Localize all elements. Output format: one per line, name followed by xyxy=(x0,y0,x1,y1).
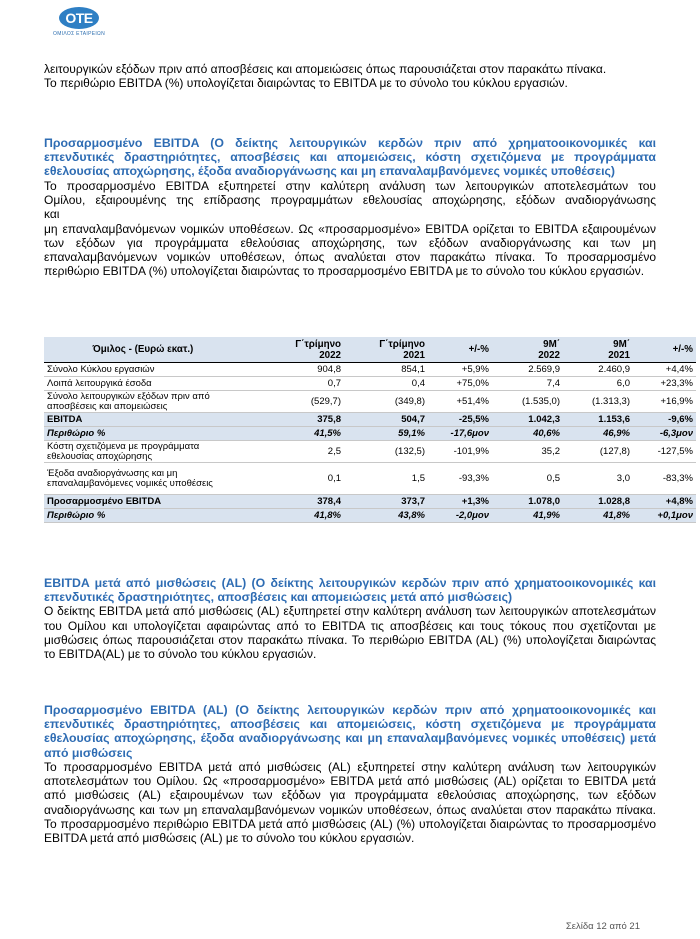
table-cell: 1.078,0 xyxy=(492,495,563,509)
paragraph-line: Ομίλου, εξαιρουμένης της επίδρασης προγραμμάτων εθελουσίας αποχώρησης, εξόδων αναδιοργάνωσης xyxy=(44,192,656,207)
table-cell: 6,0 xyxy=(563,377,633,391)
row-label: Σύνολο λειτουργικών εξόδων πριν από αποσβέσεις και απομειώσεις xyxy=(44,391,242,413)
logo-mark: ΟΤΕ xyxy=(59,7,99,29)
table-cell: -83,3% xyxy=(633,463,696,495)
table-cell: +5,9% xyxy=(428,363,492,377)
table-cell: 41,8% xyxy=(242,509,344,523)
table-row-ebitda xyxy=(44,413,696,427)
table-cell: 854,1 xyxy=(344,363,428,377)
row-label: Προσαρμοσμένο EBITDA xyxy=(44,495,242,509)
ebitda-table-wrap xyxy=(44,337,693,523)
row-label: EBITDA xyxy=(44,413,242,427)
table-cell: (1.313,3) xyxy=(563,391,633,413)
table-cell: 375,8 xyxy=(242,413,344,427)
table-cell: 0,1 xyxy=(242,463,344,495)
table-cell: 3,0 xyxy=(563,463,633,495)
table-cell: -9,6% xyxy=(633,413,696,427)
table-cell: 1.028,8 xyxy=(563,495,633,509)
table-row xyxy=(44,363,696,377)
table-cell: 7,4 xyxy=(492,377,563,391)
row-label: Λοιπά λειτουργικά έσοδα xyxy=(44,377,242,391)
table-row xyxy=(44,391,696,413)
table-cell: 904,8 xyxy=(242,363,344,377)
table-row-margin xyxy=(44,427,696,441)
paragraph: μη επαναλαμβανόμενων νομικών υποθέσεων. Ως «προσαρμοσμένο» EBITDA ορίζεται το EBITDA εξαιρουμένων των εξόδων για προγράμματα εθελούσιας αποχώρησης, των εξόδων αναδιοργάνωσης και των μη επαναλαμβανόμενων νομικών υποθέσεων, όπως αναλύεται στον παρακάτω πίνακα. Το προσαρμοσμένο περιθώριο EBITDA (%) υπολογίζεται διαιρώντας το προσαρμοσμένο EBITDA με το σύνολο του κύκλου εργασιών. xyxy=(44,221,656,279)
table-cell: (529,7) xyxy=(242,391,344,413)
column-header: 9M΄ 2022 xyxy=(492,337,563,363)
table-cell: 1,5 xyxy=(344,463,428,495)
table-cell: +4,4% xyxy=(633,363,696,377)
table-cell: -2,0μον xyxy=(428,509,492,523)
table-cell: 43,8% xyxy=(344,509,428,523)
column-header: Γ΄τρίμηνο 2021 xyxy=(344,337,428,363)
section-heading: Προσαρμοσμένο EBITDA (Ο δείκτης λειτουργικών κερδών πριν από χρηματοοικονομικές και επενδυτικές δραστηριότητες, αποσβέσεις και απομειώσεις, κόστη σχετιζόμενα με προγράμματα εθελουσίας αποχώρησης, έξοδα αναδιοργάνωσης και μη επαναλαμβανόμενες νομικές υποθέσεις) xyxy=(44,136,656,179)
intro-line-2: Το περιθώριο EBITDA (%) υπολογίζεται διαιρώντας το EBITDA με το σύνολο του κύκλου εργασιών. xyxy=(44,76,568,91)
table-row-adjusted-ebitda xyxy=(44,495,696,509)
table-row-adjusted-margin xyxy=(44,509,696,523)
intro-line-1: λειτουργικών εξόδων πριν από αποσβέσεις και απομειώσεις όπως παρουσιάζεται στον παρακάτω πίνακα. xyxy=(44,62,607,76)
table-row xyxy=(44,463,696,495)
ebitda-table xyxy=(44,337,696,523)
table-cell: 35,2 xyxy=(492,441,563,463)
table-cell: +4,8% xyxy=(633,495,696,509)
row-label: Σύνολο Κύκλου εργασιών xyxy=(44,363,242,377)
column-header: +/-% xyxy=(428,337,492,363)
table-cell: +1,3% xyxy=(428,495,492,509)
table-cell: -6,3μον xyxy=(633,427,696,441)
paragraph-line: Το προσαρμοσμένο EBITDA εξυπηρετεί στην καλύτερη ανάλυση των λειτουργικών αποτελεσμάτων του xyxy=(44,178,656,193)
table-cell: +23,3% xyxy=(633,377,696,391)
column-header: Όμιλος - (Ευρώ εκατ.) xyxy=(44,337,242,363)
column-header: 9M΄ 2021 xyxy=(563,337,633,363)
table-cell: 41,8% xyxy=(563,509,633,523)
table-cell: 41,5% xyxy=(242,427,344,441)
paragraph-line: και xyxy=(44,207,60,222)
table-cell: 1.042,3 xyxy=(492,413,563,427)
table-cell: 378,4 xyxy=(242,495,344,509)
row-label: Κόστη σχετιζόμενα με προγράμματα εθελουσίας αποχώρησης xyxy=(44,441,242,463)
table-cell: 373,7 xyxy=(344,495,428,509)
section-adjusted-ebitda xyxy=(44,136,656,279)
table-cell: 2.460,9 xyxy=(563,363,633,377)
ote-logo xyxy=(47,7,111,37)
table-cell: 0,4 xyxy=(344,377,428,391)
table-cell: (132,5) xyxy=(344,441,428,463)
column-header: Γ΄τρίμηνο 2022 xyxy=(242,337,344,363)
logo-subtext: ΟΜΙΛΟΣ ΕΤΑΙΡΕΙΩΝ xyxy=(53,31,105,37)
table-cell: 1.153,6 xyxy=(563,413,633,427)
section-adjusted-ebitda-al xyxy=(44,703,656,846)
table-cell: (127,8) xyxy=(563,441,633,463)
table-cell: 2.569,9 xyxy=(492,363,563,377)
table-cell: 46,9% xyxy=(563,427,633,441)
row-label: Περιθώριο % xyxy=(44,509,242,523)
table-cell: +51,4% xyxy=(428,391,492,413)
column-header: +/-% xyxy=(633,337,696,363)
section-heading: EBITDA μετά από μισθώσεις (AL) (Ο δείκτης λειτουργικών κερδών πριν από χρηματοοικονομικές και επενδυτικές δραστηριότητες, αποσβέσεις και απομειώσεις μετά από μισθώσεις) xyxy=(44,576,656,605)
table-cell: -127,5% xyxy=(633,441,696,463)
table-cell: -101,9% xyxy=(428,441,492,463)
table-cell: 59,1% xyxy=(344,427,428,441)
table-row xyxy=(44,441,696,463)
row-label: Περιθώριο % xyxy=(44,427,242,441)
table-cell: 41,9% xyxy=(492,509,563,523)
table-cell: 0,7 xyxy=(242,377,344,391)
section-heading: Προσαρμοσμένο EBITDA (AL) (Ο δείκτης λειτουργικών κερδών πριν από χρηματοοικονομικές και επενδυτικές δραστηριότητες, αποσβέσεις και απομειώσεις, κόστη σχετιζόμενα με προγράμματα εθελουσίας αποχώρησης, έξοδα αναδιοργάνωσης και μη επαναλαμβανόμενες νομικές υποθέσεις) μετά από μισθώσεις xyxy=(44,703,656,760)
table-cell: -17,6μον xyxy=(428,427,492,441)
table-cell: (349,8) xyxy=(344,391,428,413)
table-cell: 0,5 xyxy=(492,463,563,495)
row-label: Έξοδα αναδιοργάνωσης και μη επαναλαμβανόμενες νομικές υποθέσεις xyxy=(44,463,242,495)
page-number: Σελίδα 12 από 21 xyxy=(565,921,640,932)
table-cell: (1.535,0) xyxy=(492,391,563,413)
table-cell: -25,5% xyxy=(428,413,492,427)
table-cell: -93,3% xyxy=(428,463,492,495)
table-cell: +16,9% xyxy=(633,391,696,413)
table-cell: 2,5 xyxy=(242,441,344,463)
table-cell: +0,1μον xyxy=(633,509,696,523)
table-cell: 504,7 xyxy=(344,413,428,427)
table-header-row xyxy=(44,337,696,363)
table-cell: +75,0% xyxy=(428,377,492,391)
paragraph: Το προσαρμοσμένο EBITDA μετά από μισθώσεις (AL) εξυπηρετεί στην καλύτερη ανάλυση των λειτουργικών αποτελεσμάτων του Ομίλου. Ως «προσαρμοσμένο» EBITDA μετά από μισθώσεις (AL) ορίζεται το EBITDA μετά από μισθώσεις (AL) εξαιρουμένων των εξόδων για προγράμματα εθελούσιας αποχώρησης, των εξόδων αναδιοργάνωσης και των μη επαναλαμβανόμενων νομικών υποθέσεων, όπως αναλύεται στον παρακάτω πίνακα. Το προσαρμοσμένο περιθώριο EBITDA μετά από μισθώσεις (AL) (%) υπολογίζεται διαιρώντας το προσαρμοσμένο EBITDA μετά από μισθώσεις (AL) με το σύνολο του κύκλου εργασιών. xyxy=(44,759,656,846)
table-cell: 40,6% xyxy=(492,427,563,441)
paragraph: Ο δείκτης EBITDA μετά από μισθώσεις (AL) εξυπηρετεί στην καλύτερη ανάλυση των λειτουργικών αποτελεσμάτων του Ομίλου και υπολογίζεται αφαιρώντας από το EBITDA τις αποσβέσεις και τους τόκους που σχετίζονται με μισθώσεις όπως παρουσιάζεται στον παρακάτω πίνακα. Το περιθώριο EBITDA (AL) (%) υπολογίζεται διαιρώντας το EBITDA(AL) με το σύνολο του κύκλου εργασιών. xyxy=(44,604,656,662)
section-ebitda-al xyxy=(44,576,656,662)
table-row xyxy=(44,377,696,391)
intro xyxy=(44,62,656,91)
